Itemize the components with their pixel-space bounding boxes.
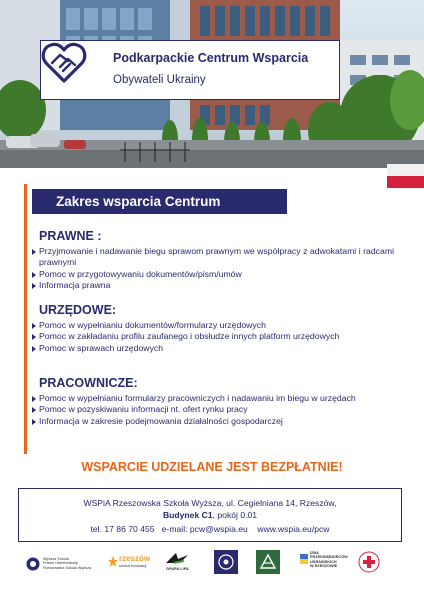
- section-heading: PRACOWNICZE:: [39, 376, 138, 390]
- lipa-leaf-icon: [164, 551, 190, 565]
- contact-details: [19, 523, 401, 535]
- red-cross-icon: [358, 551, 380, 573]
- izba-line: IZBA: [310, 551, 319, 555]
- list-item: Pomoc w wypełnianiu formularzy pracowniczych i nadawaniu im biegu w urzędach: [32, 393, 394, 404]
- wspia-line: Prawa i Administracji: [43, 561, 79, 566]
- izba-line: W RZESZOWIE: [310, 564, 338, 569]
- partner-seal: [214, 548, 240, 580]
- section-legal: [32, 229, 394, 292]
- list-item: Pomoc w sprawach urzędowych: [32, 343, 394, 354]
- free-support-notice: WSPARCIE UDZIELANE JEST BEZPŁATNIE!: [81, 460, 343, 474]
- contact-address: WSPiA Rzeszowska Szkoła Wyższa, ul. Cegielniana 14, Rzeszów,: [83, 498, 337, 508]
- section-heading: PRAWNE :: [39, 229, 102, 243]
- wspia-line: Wyższa Szkoła: [43, 557, 69, 561]
- contact-phone: tel. 17 86 70 455: [90, 524, 155, 534]
- contact-website[interactable]: www.wspia.eu/pcw: [257, 524, 330, 534]
- partner-lipa: [162, 548, 196, 580]
- polish-flag: [387, 164, 424, 188]
- rzeszow-tagline: stolica innowacji: [119, 564, 147, 568]
- izba-line: UKRAIŃSKICH: [310, 559, 337, 564]
- list-item: Informacja w zakresie podejmowania działalności gospodarczej: [32, 416, 394, 427]
- ukraine-flag-icon: [300, 554, 308, 564]
- contact-room: , pokój 0.01: [212, 510, 258, 520]
- rzeszow-star-icon: [108, 556, 118, 568]
- brand-title: Podkarpackie Centrum Wsparcia: [113, 51, 309, 65]
- partner-red-cross: [358, 548, 382, 580]
- brand-subtitle: Obywateli Ukrainy: [113, 74, 206, 86]
- section-heading: URZĘDOWE:: [39, 303, 117, 317]
- rzeszow-wordmark: rzeszów: [119, 554, 151, 563]
- list-item: Pomoc w pozyskiwaniu informacji nt. ofert rynku pracy: [32, 404, 394, 415]
- list-item: Informacja prawna: [32, 280, 394, 291]
- section-banner: Zakres wsparcia Centrum: [32, 189, 287, 214]
- accent-line: [24, 184, 27, 454]
- university-seal-icon: [214, 550, 238, 574]
- section-official: [32, 303, 394, 354]
- partner-rzeszow: [108, 548, 156, 580]
- list-item: Pomoc w wypełnianiu dokumentów/formularzy urzędowych: [32, 320, 394, 331]
- lipa-wordmark: GRUPA LIPA: [166, 567, 189, 571]
- list-item: Pomoc w przygotowywaniu dokumentów/pism/umów: [32, 269, 394, 280]
- izba-line: PRZEDSIĘBIORCÓW: [310, 555, 348, 560]
- contact-location: [19, 509, 401, 521]
- hero-photo: [0, 0, 424, 168]
- section-employment: [32, 376, 394, 427]
- contact-email[interactable]: e-mail: pcw@wspia.eu: [161, 524, 248, 534]
- partner-emblem: [256, 548, 282, 580]
- wspia-emblem-icon: [26, 557, 40, 571]
- green-emblem-icon: [256, 550, 280, 574]
- partner-wspia: [26, 548, 92, 580]
- wspia-line: Rzeszowska Szkoła Wyższa: [43, 565, 92, 570]
- contact-box: [18, 488, 402, 542]
- brand-card: [40, 40, 340, 100]
- contact-building: Budynek C1: [162, 510, 213, 520]
- list-item: Pomoc w zakładaniu profilu zaufanego i obsłudze innych platform urzędowych: [32, 331, 394, 342]
- list-item: Przyjmowanie i nadawanie biegu sprawom prawnym we współpracy z adwokatami i radcami prawnymi: [32, 246, 394, 269]
- handshake-heart-icon: [41, 41, 87, 85]
- partner-izba: [300, 548, 350, 580]
- partner-logos: [0, 548, 424, 584]
